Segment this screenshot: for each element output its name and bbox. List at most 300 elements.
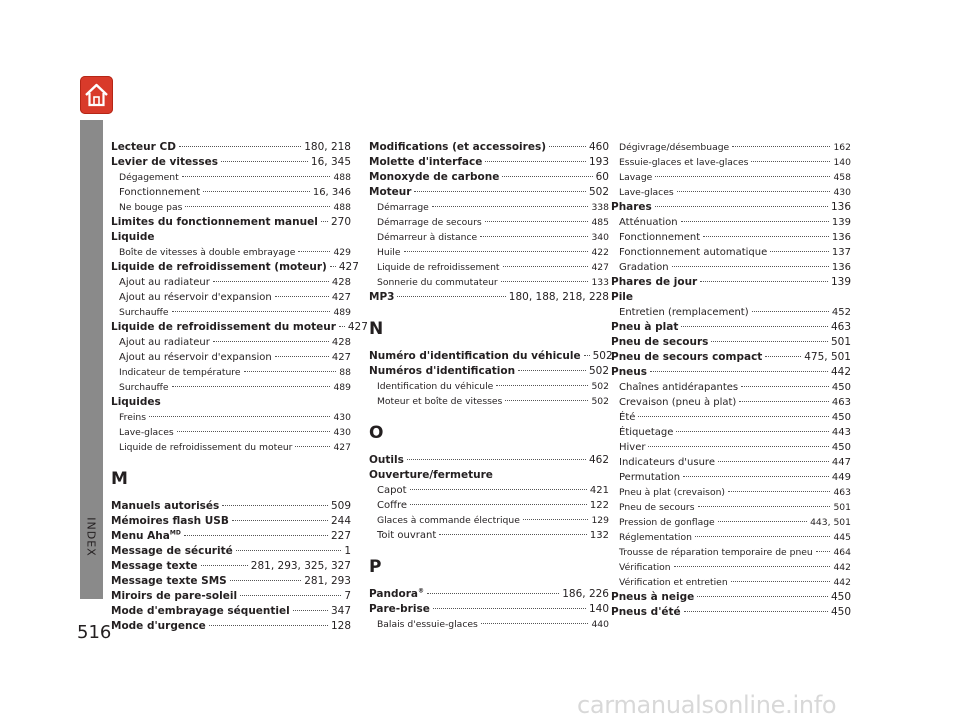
dot-leader xyxy=(407,459,586,460)
index-page-ref[interactable]: 429 xyxy=(333,247,351,258)
dot-leader xyxy=(770,251,829,252)
index-entry-label: Fonctionnement xyxy=(119,187,201,198)
index-page-ref[interactable]: 186, 226 xyxy=(562,588,609,600)
index-entry-label: Glaces à commande électrique xyxy=(377,515,520,526)
index-entry-label: Liquide xyxy=(111,231,155,243)
index-page-ref[interactable]: 443 xyxy=(831,427,851,438)
index-entry-label: Sonnerie du commutateur xyxy=(377,277,498,288)
index-subentry[interactable] xyxy=(611,185,851,200)
index-page-ref[interactable]: 133 xyxy=(591,277,609,288)
index-page-ref[interactable]: 460 xyxy=(588,141,609,153)
dot-leader xyxy=(684,611,828,612)
dot-leader xyxy=(275,296,329,297)
index-entry[interactable] xyxy=(111,574,351,589)
index-subentry[interactable] xyxy=(369,394,609,409)
dot-leader xyxy=(439,534,587,535)
index-page-ref[interactable]: 488 xyxy=(333,172,351,183)
index-entry-label: Lavage xyxy=(619,172,653,183)
index-entry xyxy=(111,230,351,245)
index-subentry[interactable] xyxy=(111,170,351,185)
index-page-ref[interactable]: 281, 293 xyxy=(304,575,351,587)
index-entry[interactable] xyxy=(111,155,351,170)
index-entry xyxy=(611,290,851,305)
dot-leader xyxy=(410,504,587,505)
index-entry-label: Numéro d'identification du véhicule xyxy=(369,350,581,362)
index-page-ref[interactable]: 475, 501 xyxy=(804,351,851,363)
index-subentry[interactable] xyxy=(111,380,351,395)
dot-leader xyxy=(222,505,328,506)
index-entry[interactable] xyxy=(111,140,351,155)
index-page-ref[interactable]: 427 xyxy=(331,352,351,363)
index-entry-label: Liquide de refroidissement du moteur xyxy=(119,442,293,453)
index-page-ref[interactable]: 427 xyxy=(331,292,351,303)
index-entry[interactable] xyxy=(369,602,609,617)
dot-leader xyxy=(703,236,829,237)
index-page-ref[interactable]: 442 xyxy=(830,366,851,378)
index-page-ref[interactable]: 281, 293, 325, 327 xyxy=(250,560,351,572)
index-page-ref[interactable]: 270 xyxy=(330,216,351,228)
index-page-ref[interactable]: 122 xyxy=(589,500,609,511)
index-entry-label: Levier de vitesses xyxy=(111,156,218,168)
index-page-ref[interactable]: 129 xyxy=(591,515,609,526)
index-page-ref[interactable]: 502 xyxy=(588,186,609,198)
index-entry-label: Moteur et boîte de vitesses xyxy=(377,396,503,407)
index-entry-label: Menu Aha$^{MD}$ xyxy=(111,529,181,542)
index-page-ref[interactable]: 450 xyxy=(831,442,851,453)
dot-leader xyxy=(172,386,331,387)
index-entry-label: Liquides xyxy=(111,396,161,408)
dot-leader xyxy=(185,206,330,207)
index-entry-label: Fonctionnement xyxy=(619,232,701,243)
index-page-ref[interactable]: 139 xyxy=(830,276,851,288)
index-entry[interactable] xyxy=(369,349,613,364)
index-entry-label: Identification du véhicule xyxy=(377,381,494,392)
dot-leader xyxy=(177,431,331,432)
index-subentry[interactable] xyxy=(369,230,609,245)
dot-leader xyxy=(650,371,828,372)
dot-leader xyxy=(731,581,831,582)
home-button[interactable] xyxy=(80,76,113,114)
index-entry-label: Molette d'interface xyxy=(369,156,483,168)
index-page-ref[interactable]: 60 xyxy=(595,171,609,183)
index-entry xyxy=(111,395,351,410)
index-entry[interactable] xyxy=(369,185,609,200)
dot-leader xyxy=(700,281,828,282)
dot-leader xyxy=(397,296,505,297)
index-column-3 xyxy=(611,140,851,620)
index-subentry[interactable] xyxy=(111,200,351,215)
dot-leader xyxy=(501,281,589,282)
dot-leader xyxy=(549,146,586,147)
index-page-ref[interactable]: 132 xyxy=(589,530,609,541)
index-page-ref[interactable]: 422 xyxy=(591,247,609,258)
index-entry-label: Démarrage xyxy=(377,202,429,213)
index-entry[interactable] xyxy=(369,290,609,305)
index-entry[interactable] xyxy=(111,514,351,529)
index-subentry[interactable] xyxy=(611,500,851,515)
index-page-ref[interactable]: 445 xyxy=(833,532,851,543)
index-subentry[interactable] xyxy=(611,515,851,530)
index-entry-label: Surchauffe xyxy=(119,307,169,318)
index-subentry[interactable] xyxy=(111,245,351,260)
index-entry[interactable] xyxy=(111,215,351,230)
index-page-ref[interactable]: 452 xyxy=(831,307,851,318)
index-entry-label: Manuels autorisés xyxy=(111,500,220,512)
index-page-ref[interactable]: 430 xyxy=(333,412,351,423)
index-page-ref[interactable]: 140 xyxy=(833,157,851,168)
index-page-ref[interactable]: 137 xyxy=(831,247,851,258)
index-subentry[interactable] xyxy=(111,440,351,455)
index-page-ref[interactable]: 450 xyxy=(830,591,851,603)
index-entry-label: Vérification et entretien xyxy=(619,577,728,588)
index-page-ref[interactable]: 440 xyxy=(591,619,609,630)
index-page-ref[interactable]: 489 xyxy=(333,307,351,318)
index-page-ref[interactable]: 502 xyxy=(592,350,613,362)
dot-leader xyxy=(681,326,828,327)
dot-leader xyxy=(739,401,829,402)
index-page-ref[interactable]: 501 xyxy=(830,336,851,348)
index-entry[interactable] xyxy=(111,499,351,514)
dot-leader xyxy=(182,176,331,177)
index-subentry[interactable] xyxy=(611,425,851,440)
dot-leader xyxy=(676,431,829,432)
index-page-ref[interactable]: 450 xyxy=(831,412,851,423)
index-subentry[interactable] xyxy=(111,290,351,305)
dot-leader xyxy=(184,535,328,536)
index-subentry[interactable] xyxy=(369,379,609,394)
index-entry[interactable] xyxy=(111,320,368,335)
index-page-ref[interactable]: 338 xyxy=(591,202,609,213)
index-subentry[interactable] xyxy=(611,380,851,395)
index-entry-label: Mode d'urgence xyxy=(111,620,206,632)
index-entry[interactable] xyxy=(369,140,609,155)
index-entry-label: Pression de gonflage xyxy=(619,517,715,528)
index-entry-label: Ouverture/fermeture xyxy=(369,469,493,481)
superscript-mark: MD xyxy=(169,529,181,537)
index-subentry[interactable] xyxy=(369,498,609,513)
index-page-ref[interactable]: 463 xyxy=(833,487,851,498)
dot-leader xyxy=(683,476,829,477)
index-subentry[interactable] xyxy=(369,617,609,632)
index-subentry[interactable] xyxy=(369,528,609,543)
index-page-ref[interactable]: 139 xyxy=(831,217,851,228)
index-entry[interactable] xyxy=(111,619,351,634)
index-page-ref[interactable]: 428 xyxy=(331,277,351,288)
index-entry-label: Numéros d'identification xyxy=(369,365,516,377)
index-entry[interactable] xyxy=(111,544,351,559)
index-subentry[interactable] xyxy=(369,275,609,290)
dot-leader xyxy=(213,281,329,282)
index-entry-label: Ajout au réservoir d'expansion xyxy=(119,292,272,303)
index-page-ref[interactable]: 447 xyxy=(831,457,851,468)
index-page-ref[interactable]: 1 xyxy=(344,545,351,557)
dot-leader xyxy=(201,565,248,566)
index-page-ref[interactable]: 136 xyxy=(830,201,851,213)
dot-leader xyxy=(295,446,330,447)
index-entry-label: Pneu à plat xyxy=(611,321,679,333)
dot-leader xyxy=(481,623,589,624)
dot-leader xyxy=(236,550,342,551)
index-entry-label: Phares xyxy=(611,201,652,213)
index-page-ref[interactable]: 128 xyxy=(330,620,351,632)
index-page-ref[interactable]: 16, 346 xyxy=(312,187,351,198)
index-entry-label: Outils xyxy=(369,454,404,466)
dot-leader xyxy=(209,625,328,626)
index-entry[interactable] xyxy=(611,320,851,335)
index-entry-label: Huile xyxy=(377,247,401,258)
index-entry-label: Pneu de secours xyxy=(619,502,695,513)
index-page-ref[interactable]: 180, 188, 218, 228 xyxy=(508,291,609,303)
dot-leader xyxy=(765,356,801,357)
index-page-ref[interactable]: 88 xyxy=(339,367,351,378)
index-subentry[interactable] xyxy=(611,530,851,545)
index-page-ref[interactable]: 442 xyxy=(833,577,851,588)
index-subentry[interactable] xyxy=(111,305,351,320)
dot-leader xyxy=(672,266,829,267)
index-page-ref[interactable]: 427 xyxy=(591,262,609,273)
index-entry-label: Miroirs de pare-soleil xyxy=(111,590,238,602)
index-subentry[interactable] xyxy=(369,215,609,230)
index-page-ref[interactable]: 193 xyxy=(588,156,609,168)
dot-leader xyxy=(240,595,341,596)
index-entry-label: Trousse de réparation temporaire de pneu xyxy=(619,547,813,558)
index-subentry[interactable] xyxy=(111,425,351,440)
index-subentry[interactable] xyxy=(111,275,351,290)
index-entry-label: Pandora® xyxy=(369,587,424,600)
index-entry[interactable] xyxy=(369,453,609,468)
index-entry-label: Ajout au réservoir d'expansion xyxy=(119,352,272,363)
index-entry[interactable] xyxy=(611,605,851,620)
index-entry[interactable] xyxy=(611,200,851,215)
index-page-ref[interactable]: 427 xyxy=(333,442,351,453)
index-subentry[interactable] xyxy=(611,245,851,260)
index-page-ref[interactable]: 421 xyxy=(589,485,609,496)
dot-leader xyxy=(816,551,831,552)
index-entry[interactable] xyxy=(369,170,609,185)
dot-leader xyxy=(523,519,589,520)
index-subentry[interactable] xyxy=(111,350,351,365)
dot-leader xyxy=(711,341,828,342)
index-entry[interactable] xyxy=(369,587,609,602)
index-subentry[interactable] xyxy=(611,155,851,170)
index-letter-heading: N xyxy=(369,319,384,339)
index-entry-label: Réglementation xyxy=(619,532,692,543)
dot-leader xyxy=(741,386,829,387)
index-entry-label: Fonctionnement automatique xyxy=(619,247,768,258)
index-entry-label: Surchauffe xyxy=(119,382,169,393)
home-icon xyxy=(84,82,109,108)
index-subentry[interactable] xyxy=(369,483,609,498)
index-entry-label: Moteur xyxy=(369,186,412,198)
index-page-ref[interactable]: 489 xyxy=(333,382,351,393)
index-entry-label: Pneus d'été xyxy=(611,606,681,618)
index-page-ref[interactable]: 464 xyxy=(833,547,851,558)
dot-leader xyxy=(718,521,807,522)
index-page-ref[interactable]: 7 xyxy=(344,590,351,602)
index-side-label: INDEX xyxy=(84,517,97,557)
index-page-ref[interactable]: 449 xyxy=(831,472,851,483)
dot-leader xyxy=(203,191,310,192)
index-page-ref[interactable]: 509 xyxy=(330,500,351,512)
index-entry-label: Pneu de secours compact xyxy=(611,351,763,363)
index-entry[interactable] xyxy=(611,350,851,365)
dot-leader xyxy=(179,146,301,147)
index-page-ref[interactable]: 485 xyxy=(591,217,609,228)
index-subentry[interactable] xyxy=(369,260,609,275)
index-entry-label: Coffre xyxy=(377,500,408,511)
index-entry-label: Pile xyxy=(611,291,634,303)
index-subentry[interactable] xyxy=(611,140,851,155)
index-entry-label: Message texte xyxy=(111,560,198,572)
index-page-ref[interactable]: 227 xyxy=(330,530,351,542)
index-subentry[interactable] xyxy=(611,440,851,455)
index-page-ref[interactable]: 16, 345 xyxy=(310,156,351,168)
dot-leader xyxy=(172,311,331,312)
index-page-ref[interactable]: 463 xyxy=(831,397,851,408)
dot-leader xyxy=(718,461,829,462)
index-subentry[interactable] xyxy=(611,230,851,245)
index-page-ref[interactable]: 450 xyxy=(830,606,851,618)
index-page-ref[interactable]: 427 xyxy=(338,261,359,273)
index-page-ref[interactable]: 136 xyxy=(831,262,851,273)
dot-leader xyxy=(655,176,830,177)
index-letter-heading: P xyxy=(369,557,382,577)
index-entry-label: Démarreur à distance xyxy=(377,232,478,243)
index-entry-label: MP3 xyxy=(369,291,395,303)
index-page-ref[interactable]: 502 xyxy=(588,365,609,377)
index-subentry[interactable] xyxy=(611,260,851,275)
index-entry[interactable] xyxy=(111,604,351,619)
index-subentry[interactable] xyxy=(611,560,851,575)
index-subentry[interactable] xyxy=(611,545,851,560)
dot-leader xyxy=(213,341,329,342)
index-entry-label: Été xyxy=(619,412,636,423)
index-page-ref[interactable]: 136 xyxy=(831,232,851,243)
index-entry-label: Dégivrage/désembuage xyxy=(619,142,730,153)
index-entry[interactable] xyxy=(111,260,359,275)
index-subentry[interactable] xyxy=(369,245,609,260)
index-page-ref[interactable]: 430 xyxy=(333,427,351,438)
index-entry-label: Ajout au radiateur xyxy=(119,337,210,348)
index-page-ref[interactable]: 443, 501 xyxy=(810,517,851,528)
index-entry-label: Toit ouvrant xyxy=(377,530,437,541)
index-page-ref[interactable]: 502 xyxy=(591,381,609,392)
index-entry-label: Mémoires flash USB xyxy=(111,515,229,527)
index-page-ref[interactable]: 462 xyxy=(588,454,609,466)
dot-leader xyxy=(732,146,830,147)
index-subentry[interactable] xyxy=(111,410,351,425)
dot-leader xyxy=(698,506,831,507)
dot-leader xyxy=(485,221,589,222)
index-subentry[interactable] xyxy=(611,470,851,485)
index-entry-label: Modifications (et accessoires) xyxy=(369,141,546,153)
dot-leader xyxy=(480,236,588,237)
index-page-ref[interactable]: 427 xyxy=(347,321,368,333)
index-page-ref[interactable]: 450 xyxy=(831,382,851,393)
index-entry-label: Dégagement xyxy=(119,172,179,183)
index-entry-label: Lave-glaces xyxy=(619,187,674,198)
index-subentry[interactable] xyxy=(611,575,851,590)
index-entry[interactable] xyxy=(611,275,851,290)
index-entry[interactable] xyxy=(369,155,609,170)
dot-leader xyxy=(505,400,588,401)
dot-leader xyxy=(496,385,588,386)
index-subentry[interactable] xyxy=(611,215,851,230)
index-subentry[interactable] xyxy=(611,410,851,425)
page-number: 516 xyxy=(77,622,112,643)
index-column-2 xyxy=(369,140,613,632)
index-subentry[interactable] xyxy=(611,305,851,320)
index-page-ref[interactable]: 162 xyxy=(833,142,851,153)
index-page-ref[interactable]: 140 xyxy=(588,603,609,615)
index-entry-label: Entretien (remplacement) xyxy=(619,307,749,318)
dot-leader xyxy=(677,191,831,192)
index-entry-label: Message de sécurité xyxy=(111,545,233,557)
index-entry[interactable] xyxy=(611,590,851,605)
index-entry-label: Pare-brise xyxy=(369,603,430,615)
index-subentry[interactable] xyxy=(369,513,609,528)
index-entry[interactable] xyxy=(611,365,851,380)
index-entry[interactable] xyxy=(111,559,351,574)
dot-leader xyxy=(695,536,831,537)
index-page-ref[interactable]: 347 xyxy=(330,605,351,617)
index-subentry[interactable] xyxy=(111,185,351,200)
index-entry[interactable] xyxy=(111,529,351,544)
index-page-ref[interactable]: 340 xyxy=(591,232,609,243)
index-page-ref[interactable]: 458 xyxy=(833,172,851,183)
index-page-ref[interactable]: 428 xyxy=(331,337,351,348)
index-page-ref[interactable]: 501 xyxy=(833,502,851,513)
index-entry-label: Indicateur de température xyxy=(119,367,241,378)
dot-leader xyxy=(232,520,328,521)
index-page-ref[interactable]: 244 xyxy=(330,515,351,527)
index-entry[interactable] xyxy=(611,335,851,350)
dot-leader xyxy=(230,580,302,581)
index-subentry[interactable] xyxy=(611,395,851,410)
index-entry-label: Phares de jour xyxy=(611,276,698,288)
index-page-ref[interactable]: 430 xyxy=(833,187,851,198)
dot-leader xyxy=(293,610,328,611)
index-page-ref[interactable]: 502 xyxy=(591,396,609,407)
index-subentry[interactable] xyxy=(611,170,851,185)
index-entry-label: Liquide de refroidissement (moteur) xyxy=(111,261,327,273)
index-entry-label: Freins xyxy=(119,412,147,423)
dot-leader xyxy=(244,371,337,372)
index-subentry[interactable] xyxy=(111,365,351,380)
dot-leader xyxy=(648,446,828,447)
index-subentry[interactable] xyxy=(611,485,851,500)
index-entry-label: Pneu de secours xyxy=(611,336,709,348)
index-page-ref[interactable]: 488 xyxy=(333,202,351,213)
index-entry-label: Lecteur CD xyxy=(111,141,176,153)
index-subentry[interactable] xyxy=(369,200,609,215)
index-page-ref[interactable]: 180, 218 xyxy=(304,141,351,153)
index-letter-heading: M xyxy=(111,469,128,489)
index-entry[interactable] xyxy=(111,589,351,604)
dot-leader xyxy=(485,161,586,162)
dot-leader xyxy=(149,416,330,417)
index-page-ref[interactable]: 442 xyxy=(833,562,851,573)
dot-leader xyxy=(275,356,329,357)
index-subentry[interactable] xyxy=(111,335,351,350)
index-entry-label: Limites du fonctionnement manuel xyxy=(111,216,318,228)
index-subentry[interactable] xyxy=(611,455,851,470)
superscript-mark: ® xyxy=(417,587,424,595)
index-entry-label: Pneu à plat (crevaison) xyxy=(619,487,725,498)
index-entry-label: Message texte SMS xyxy=(111,575,227,587)
index-entry[interactable] xyxy=(369,364,609,379)
index-page-ref[interactable]: 463 xyxy=(830,321,851,333)
